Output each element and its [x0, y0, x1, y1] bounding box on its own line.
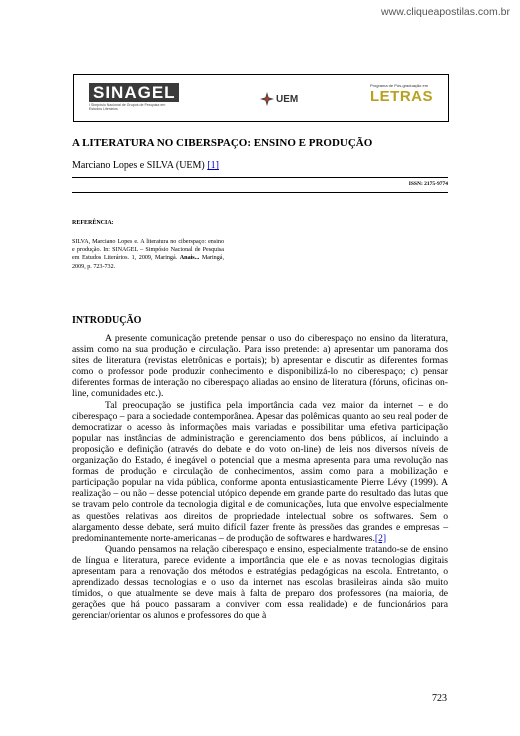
uem-logo-word: UEM — [276, 93, 299, 105]
sinagel-logo — [89, 83, 179, 113]
page-number: 723 — [432, 693, 447, 704]
divider-top — [72, 177, 448, 178]
reference-bold: Anais... — [179, 255, 200, 262]
section-heading: INTRODUÇÃO — [72, 315, 142, 326]
author-line — [72, 160, 219, 171]
reference-body — [72, 238, 224, 271]
reference-heading: REFERÊNCIA: — [72, 220, 114, 226]
letras-logo — [370, 83, 440, 115]
reference-text-end: Maringá, 2009, p. 723-732. — [72, 255, 224, 270]
paragraph-1: A presente comunicação pretende pensar o uso do ciberespaço no ensino da literatura, assim como na sua produção e circulação. Para isso pretende: a) apresentar um panorama dos sites de literatura (revistas eletrônicas e portais); b) apresentar e discutir as diferentes formas como o professor pode produzir conhecimento e disponibilizá-lo no ciberespaço; c) pensar diferentes formas de interação no ciberespaço aliadas ao ensino de literatura (fóruns, oficinas on-line, comunidades etc.). — [72, 333, 448, 400]
issn-label: ISSN: 2175-9774 — [408, 181, 448, 187]
site-url[interactable]: www.cliqueapostilas.com.br — [381, 6, 510, 18]
uem-logo — [260, 88, 298, 110]
footnote-link-2[interactable]: [2] — [374, 532, 387, 544]
reference-text: SILVA, Marciano Lopes e. A literatura no ciberspaço: ensino e produção. In: SINAGEL – Simpósio Nacional de Pesquisa em Estudos Literários. 1, 2009, Maringá. — [72, 239, 224, 262]
author-name: Marciano Lopes e SILVA (UEM) — [72, 160, 208, 171]
body-text — [72, 333, 448, 621]
paragraph-3: Quando pensamos na relação ciberespaço e ensino, especialmente tratando-se de ensino de língua e literatura, parece evidente a importância que ele e as novas tecnologias digitais apresentam para a renovação dos métodos e estratégias pedagógicas na escola. Entretanto, o aprendizado dessas tecnologias e o uso da internet nas escolas brasileiras ainda são muito tímidos, o que atualmente se deve mais à falta de preparo dos professores (na maioria, de gerações que há pouco passaram a conviver com essa realidade) e de funcionários para gerenciar/orientar os alunos e professores do que à — [72, 543, 448, 622]
sinagel-logo-subtitle: I Simpósio Nacional de Grupos de Pesquisa em Estudos Literários — [89, 103, 166, 112]
header-banner — [73, 74, 449, 122]
paragraph-2-text: Tal preocupação se justifica pela importância cada vez maior da internet – e do ciberespaço – para a sociedade contemporânea. Apesar das polêmicas quanto ao seu real poder de democratizar o acesso às informações mais variadas e possibilitar uma efetiva participação popular nas instâncias de administração e gerenciamento dos bens públicos, aí incluindo a proposição e definição (através do debate e do voto on-line) de leis nos diversos níveis de organização do Estado, é inegável o potencial que a mesma apresenta para uma revolução nas formas de produção e circulação de conhecimentos, assim como para a mobilização e participação popular na vida pública, conforme aponta entusiasticamente Pierre Lévy (1999). A realização – ou não – desse potencial utópico depende em grande parte do resultado das lutas que se travam pelo controle da tecnologia digital e de comunicações, luta que envolve especialmente as questões relativas aos direitos de propriedade intelectual sobre os softwares. Sem o alargamento desse debate, será muito difícil fazer frente às pressões das grandes e empresas – predominantemente norte-americanas – de produção de softwares e hardwares. — [72, 399, 448, 544]
author-footnote-link[interactable]: [1] — [207, 160, 219, 171]
letras-logo-word: LETRAS — [370, 88, 433, 105]
article-title: A LITERATURA NO CIBERSPAÇO: ENSINO E PRODUÇÃO — [72, 137, 373, 149]
sinagel-logo-word: SINAGEL — [89, 83, 179, 102]
letras-logo-subtitle: Programa de Pós-graduação em — [370, 83, 429, 88]
divider-bottom — [72, 192, 448, 193]
uem-star-icon — [260, 92, 274, 106]
paragraph-2 — [72, 400, 448, 544]
